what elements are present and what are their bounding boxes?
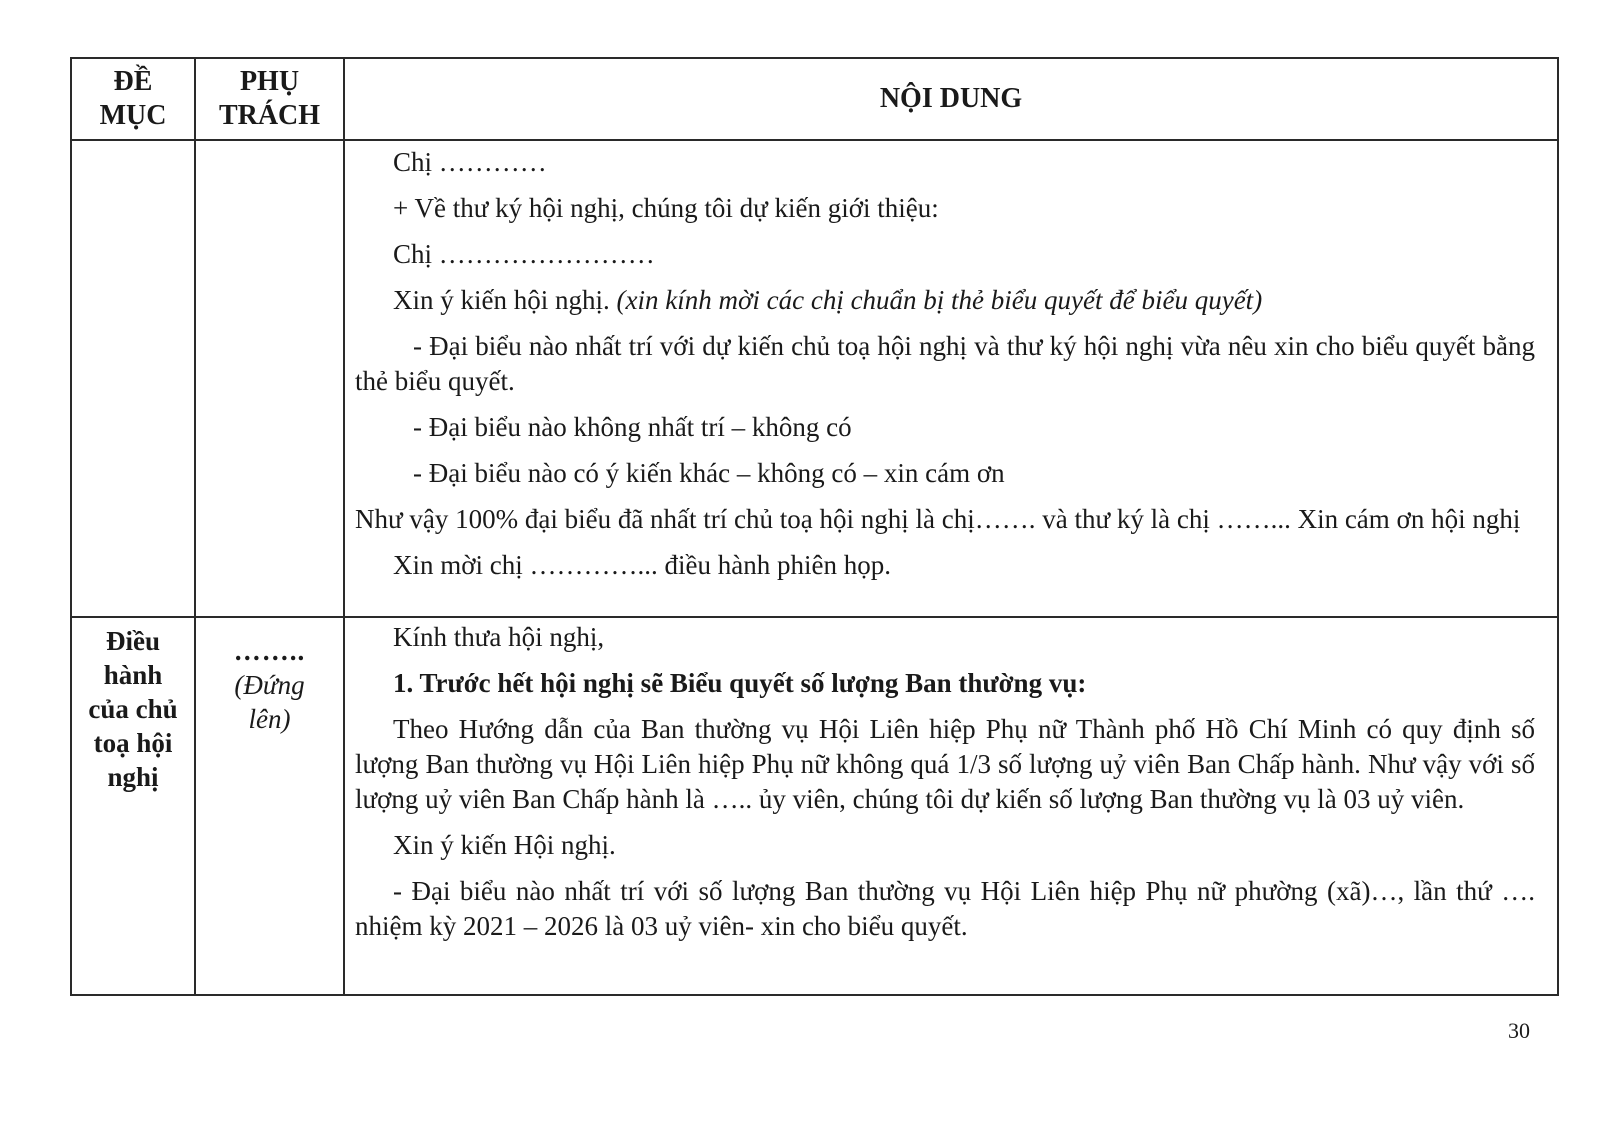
section-cell xyxy=(71,140,195,617)
page-number: 30 xyxy=(1508,1018,1530,1043)
header-section xyxy=(71,58,195,140)
table-row xyxy=(71,617,1558,995)
paragraph-text: - Đại biểu nào nhất trí với số lượng Ban thường vụ Hội Liên hiệp Phụ nữ phường (xã)…, lần thứ …. nhiệm kỳ 2021 – 2026 là 03 uỷ viên- xin cho biểu quyết. xyxy=(355,876,1535,941)
section-label-line: của chủ xyxy=(88,694,178,724)
content-paragraph xyxy=(355,666,1535,701)
content-paragraph xyxy=(355,828,1535,863)
content-cell xyxy=(344,140,1558,617)
content-paragraph xyxy=(355,329,1535,399)
content-paragraph xyxy=(355,456,1535,491)
responsible-cell xyxy=(195,140,344,617)
content-body xyxy=(345,141,1557,600)
responsible-cell xyxy=(195,617,344,995)
section-cell xyxy=(71,617,195,995)
paragraph-text: Kính thưa hội nghị, xyxy=(393,622,605,652)
agenda-table xyxy=(70,57,1559,996)
table-header-row xyxy=(71,58,1558,140)
content-cell xyxy=(344,617,1558,995)
content-paragraph xyxy=(355,502,1535,537)
header-section-line: MỤC xyxy=(99,100,167,131)
header-responsible-line: PHỤ xyxy=(239,66,300,97)
paragraph-text: Theo Hướng dẫn của Ban thường vụ Hội Liên hiệp Phụ nữ Thành phố Hồ Chí Minh có quy định số lượng Ban thường vụ Hội Liên hiệp Phụ nữ không quá 1/3 số lượng uỷ viên Ban Chấp hành. Như vậy với số lượng uỷ viên Ban Chấp hành là ….. ủy viên, chúng tôi dự kiến số lượng Ban thường vụ là 03 uỷ viên. xyxy=(355,714,1535,814)
section-label-line: nghị xyxy=(107,762,159,792)
responsible-dots: …….. xyxy=(233,636,306,666)
section-label-line: toạ hội xyxy=(93,728,173,758)
content-paragraph xyxy=(355,237,1535,272)
content-paragraph xyxy=(355,191,1535,226)
paragraph-text: Xin ý kiến Hội nghị. xyxy=(393,830,616,860)
section-label-line: hành xyxy=(103,660,163,690)
paragraph-text: Chị ………… xyxy=(393,147,547,177)
header-content: NỘI DUNG xyxy=(344,58,1558,140)
header-section-line: ĐỀ xyxy=(113,66,153,97)
paragraph-text: Xin mời chị …………... điều hành phiên họp. xyxy=(393,550,891,580)
content-paragraph xyxy=(355,283,1535,318)
paragraph-text: - Đại biểu nào không nhất trí – không có xyxy=(413,412,852,442)
content-paragraph xyxy=(355,145,1535,180)
paragraph-text: 1. Trước hết hội nghị sẽ Biểu quyết số lượng Ban thường vụ: xyxy=(393,668,1087,698)
responsible-note-line: (Đứng xyxy=(234,670,305,700)
content-paragraph xyxy=(355,712,1535,817)
paragraph-text: - Đại biểu nào nhất trí với dự kiến chủ toạ hội nghị và thư ký hội nghị vừa nêu xin cho biểu quyết bằng thẻ biểu quyết. xyxy=(355,331,1535,396)
paragraph-text: - Đại biểu nào có ý kiến khác – không có – xin cám ơn xyxy=(413,458,1005,488)
content-paragraph xyxy=(355,410,1535,445)
responsible-note-line: lên) xyxy=(248,704,291,734)
header-responsible-line: TRÁCH xyxy=(218,100,321,131)
paragraph-italic-note: (xin kính mời các chị chuẩn bị thẻ biểu quyết để biểu quyết) xyxy=(616,285,1263,315)
section-label-line: Điều xyxy=(106,626,160,656)
responsible-info xyxy=(196,618,343,736)
header-responsible xyxy=(195,58,344,140)
paragraph-text: Chị …………………… xyxy=(393,239,655,269)
content-paragraph xyxy=(355,548,1535,583)
paragraph-text: Xin ý kiến hội nghị. xyxy=(393,285,617,315)
section-label xyxy=(72,618,194,794)
content-body xyxy=(345,618,1557,961)
content-paragraph xyxy=(355,874,1535,944)
paragraph-text: + Về thư ký hội nghị, chúng tôi dự kiến giới thiệu: xyxy=(393,193,939,223)
content-paragraph xyxy=(355,620,1535,655)
paragraph-text: Như vậy 100% đại biểu đã nhất trí chủ toạ hội nghị là chị……. và thư ký là chị ……... Xin cám ơn hội nghị xyxy=(355,504,1521,534)
table-row xyxy=(71,140,1558,617)
